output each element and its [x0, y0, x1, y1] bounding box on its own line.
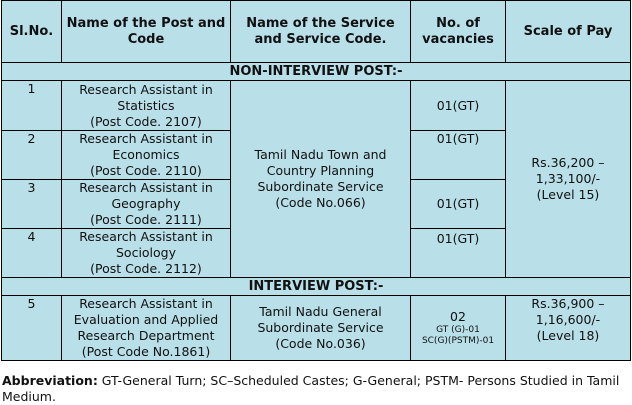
section-interview: INTERVIEW POST:-: [2, 278, 631, 296]
table-row: [2, 296, 631, 361]
vacancies-cell: [411, 296, 506, 361]
post-name: Research Assistant in Sociology: [79, 229, 213, 260]
post-cell: [62, 180, 231, 229]
header-service: Name of the Service and Service Code.: [231, 1, 411, 63]
section-row: [2, 63, 631, 81]
service-cell: Tamil Nadu General Subordinate Service (Code No.036): [231, 296, 411, 361]
vacancy-table: [1, 0, 631, 361]
post-code: (Post Code No.1861): [81, 344, 211, 359]
abbreviation-note: [2, 373, 627, 405]
abbreviation-label: Abbreviation:: [2, 373, 98, 388]
post-cell: [62, 296, 231, 361]
sl-no: 3: [2, 180, 62, 229]
pay-cell: Rs.36,200 – 1,33,100/- (Level 15): [506, 81, 631, 278]
post-cell: [62, 81, 231, 131]
pay-cell: Rs.36,900 – 1,16,600/- (Level 18): [506, 296, 631, 361]
post-code: (Post Code. 2112): [90, 261, 202, 276]
vacancies-cell: 01(GT): [411, 180, 506, 229]
sl-no: 4: [2, 229, 62, 278]
post-code: (Post Code. 2107): [90, 113, 202, 129]
vacancy-total: 02: [450, 309, 466, 324]
post-cell: [62, 229, 231, 278]
header-row: [2, 1, 631, 63]
post-name: Research Assistant in Statistics: [79, 81, 213, 113]
vacancy-breakup: GT (G)-01: [436, 325, 480, 335]
vacancies-cell: 01(GT): [411, 131, 506, 180]
post-cell: [62, 131, 231, 180]
post-name: Research Assistant in Economics: [79, 131, 213, 162]
header-slno: Sl.No.: [2, 1, 62, 63]
header-post: Name of the Post and Code: [62, 1, 231, 63]
header-pay: Scale of Pay: [506, 1, 631, 63]
service-cell: Tamil Nadu Town and Country Planning Subordinate Service (Code No.066): [231, 81, 411, 278]
section-row: [2, 278, 631, 296]
post-code: (Post Code. 2111): [90, 212, 202, 227]
post-name: Research Assistant in Evaluation and Applied Research Department: [73, 296, 219, 343]
sl-no: 2: [2, 131, 62, 180]
vacancies-cell: 01(GT): [411, 229, 506, 278]
post-code: (Post Code. 2110): [90, 163, 202, 178]
section-non-interview: NON-INTERVIEW POST:-: [2, 63, 631, 81]
vacancies-cell: 01(GT): [411, 81, 506, 131]
abbreviation-text: GT-General Turn; SC–Scheduled Castes; G-General; PSTM- Persons Studied in Tamil Medium.: [2, 373, 620, 404]
sl-no: 5: [2, 296, 62, 361]
vacancy-breakup: SC(G)(PSTM)-01: [421, 336, 495, 346]
post-name: Research Assistant in Geography: [79, 180, 213, 211]
sl-no: 1: [2, 81, 62, 131]
header-vacancies: No. of vacancies: [411, 1, 506, 63]
table-row: [2, 81, 631, 131]
